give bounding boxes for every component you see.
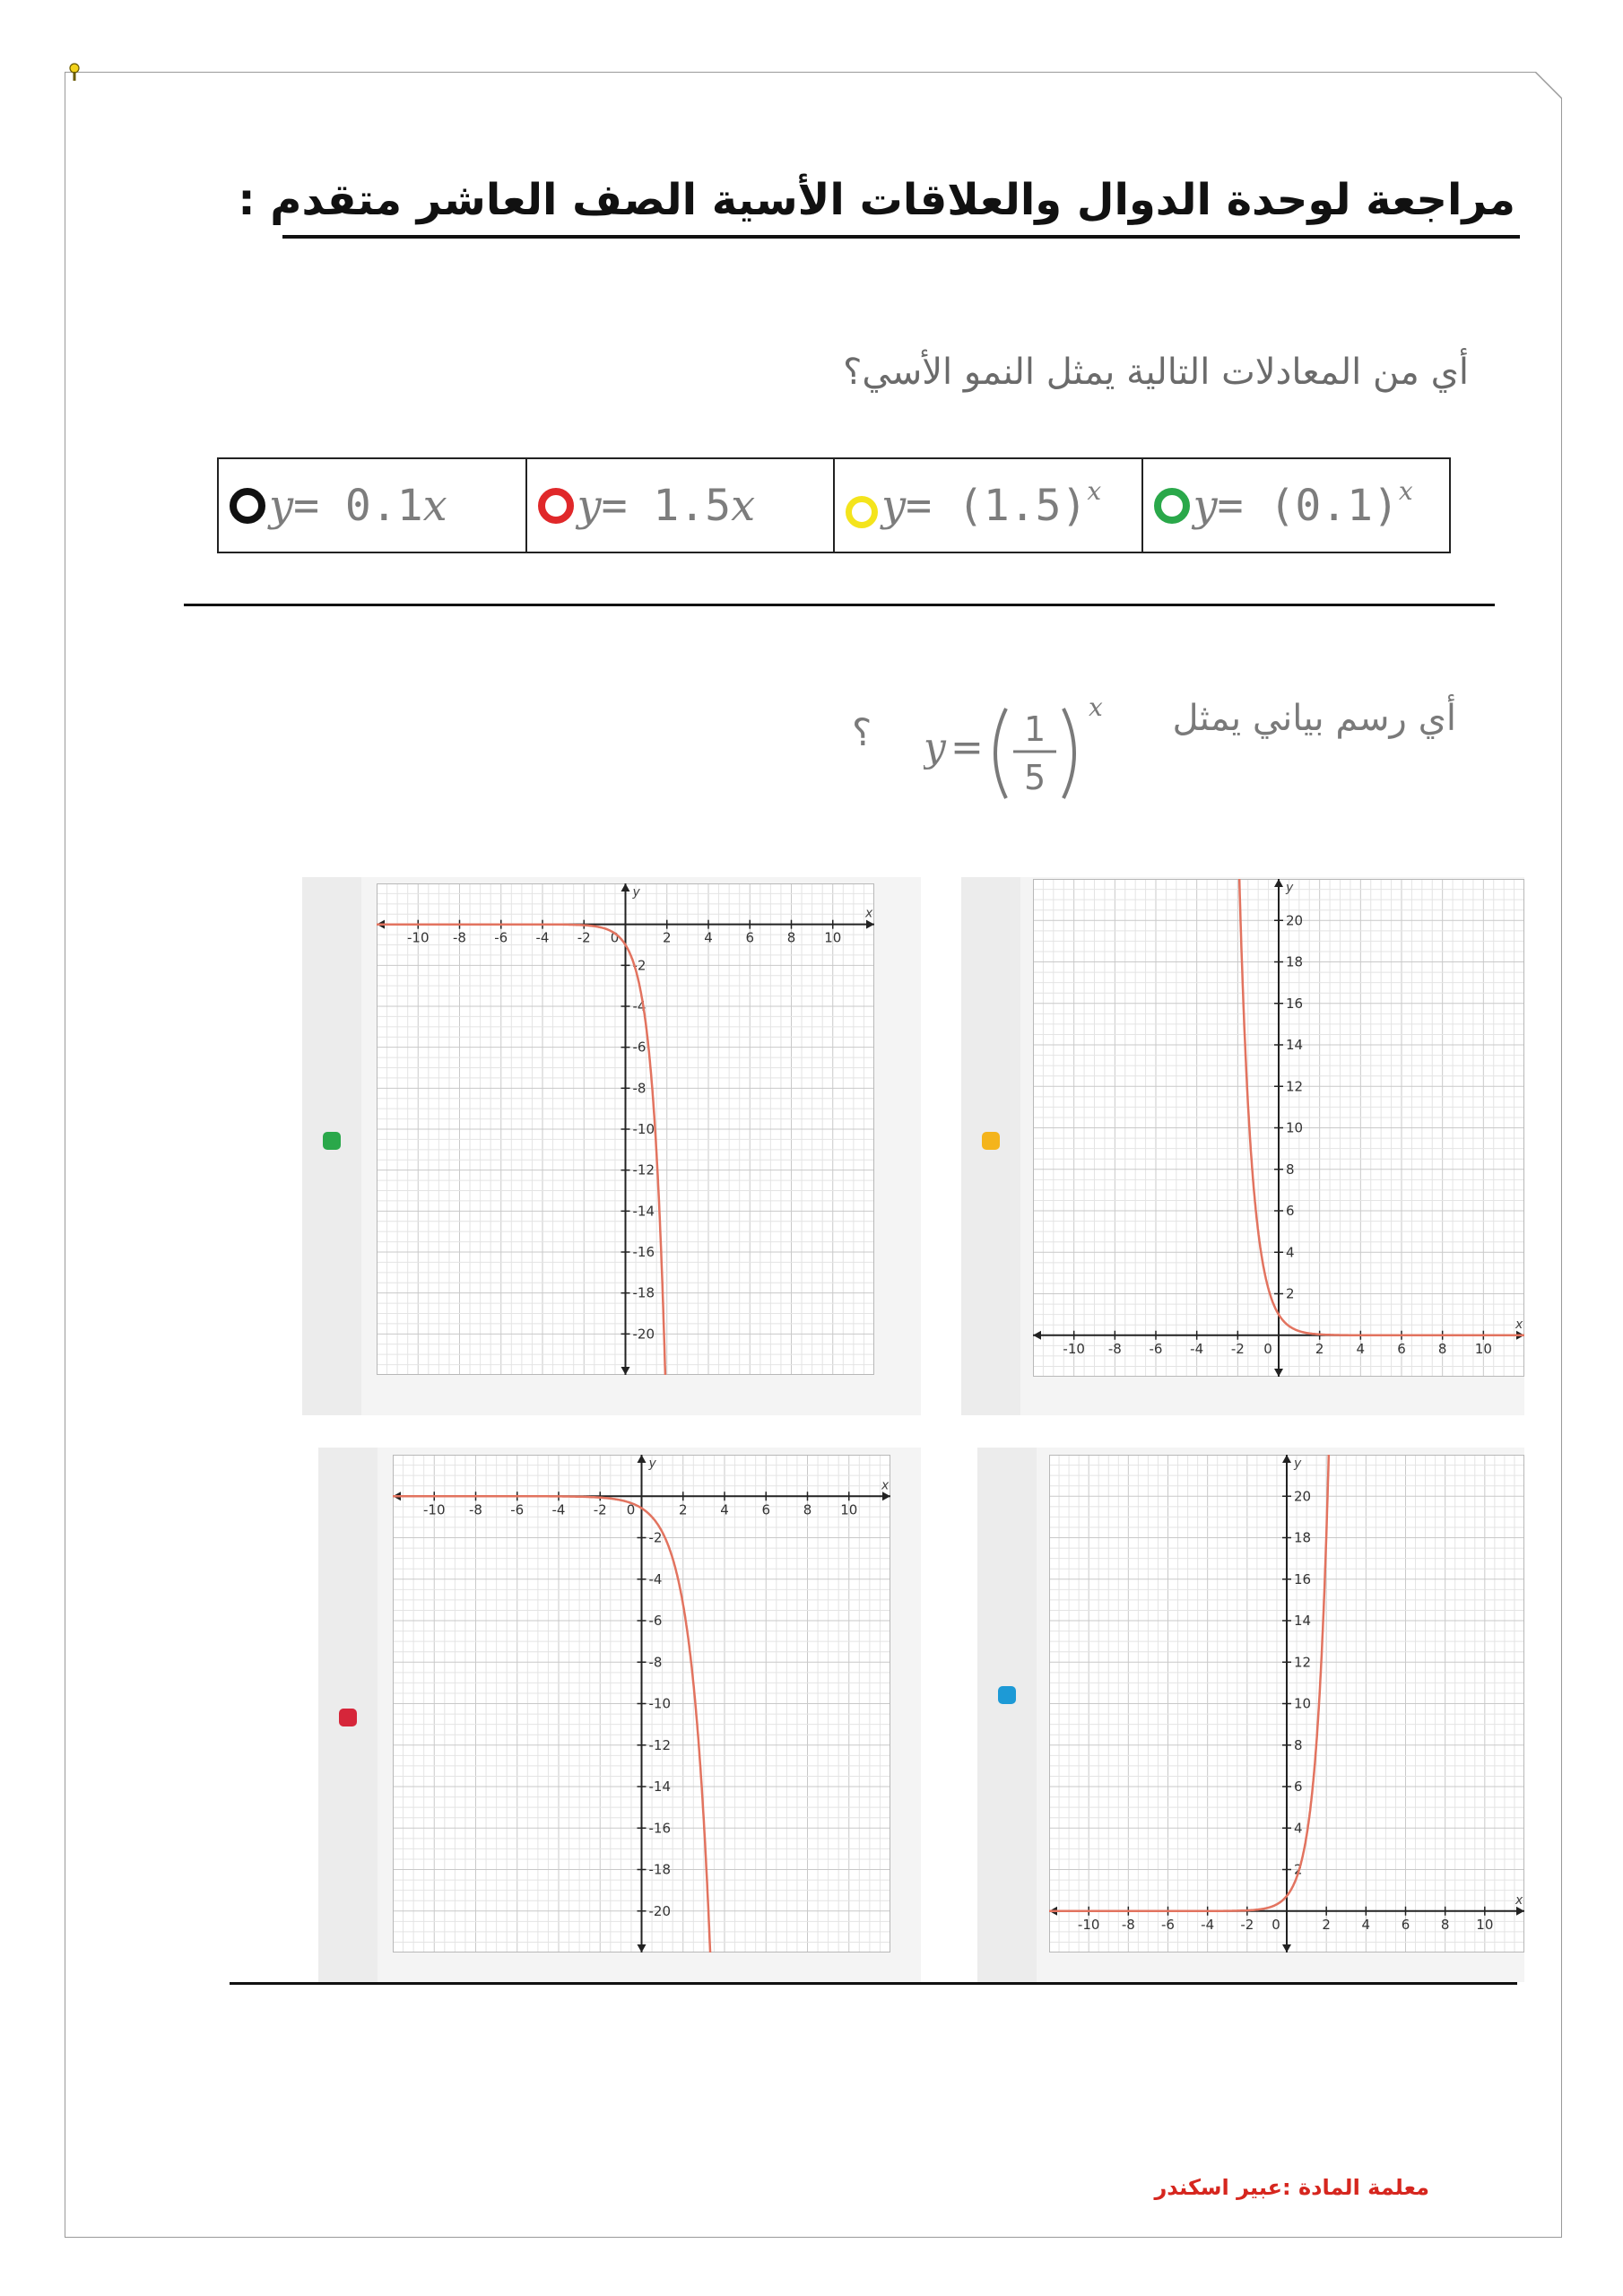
x-tick-label: 10 <box>840 1501 858 1518</box>
y-tick-label: 16 <box>1294 1570 1312 1587</box>
x-tick-label: 0 <box>1263 1340 1272 1357</box>
x-tick-label: 2 <box>1322 1916 1331 1933</box>
y-axis-label: y <box>1286 881 1294 895</box>
y-tick-label: -20 <box>648 1902 671 1919</box>
y-tick-label: -4 <box>648 1570 663 1587</box>
equation: $y= (0.1)^x$ <box>1193 475 1413 531</box>
choice-yellow[interactable] <box>835 459 1143 552</box>
x-axis-label: x <box>881 1478 890 1493</box>
x-tick-label: 6 <box>1397 1340 1406 1357</box>
y-tick-label: -14 <box>632 1203 655 1220</box>
left-paren <box>995 709 1006 798</box>
x-tick-label: -8 <box>453 929 466 946</box>
y-tick-label: -6 <box>632 1039 647 1056</box>
formula-lhs: y <box>924 725 946 770</box>
green-option-dot[interactable] <box>323 1132 341 1150</box>
x-tick-label: -2 <box>593 1501 607 1518</box>
y-tick-label: -18 <box>632 1284 655 1301</box>
y-tick-label: 8 <box>1286 1161 1295 1178</box>
x-tick-label: 4 <box>1356 1340 1366 1357</box>
y-tick-label: 20 <box>1294 1488 1312 1505</box>
x-axis-label: x <box>1515 1317 1523 1332</box>
graph-bottom-right <box>1049 1455 1524 1952</box>
x-tick-label: 8 <box>803 1501 812 1518</box>
y-tick-label: 18 <box>1294 1529 1312 1546</box>
question-2-text: أي رسم بياني يمثل <box>1172 698 1456 739</box>
red-option-dot[interactable] <box>339 1709 357 1726</box>
y-tick-label: -16 <box>632 1244 655 1260</box>
x-tick-label: 4 <box>704 929 713 946</box>
y-tick-label: 18 <box>1286 953 1304 970</box>
equation: $y= (1.5)^x$ <box>881 475 1102 531</box>
x-axis-label: x <box>1515 1892 1523 1908</box>
graph-bottom-left <box>393 1455 890 1952</box>
x-tick-label: -4 <box>535 929 550 946</box>
y-tick-label: -8 <box>648 1654 663 1671</box>
y-tick-label: 2 <box>1294 1861 1303 1878</box>
y-axis-label: y <box>632 885 640 900</box>
x-tick-label: 8 <box>1437 1340 1447 1357</box>
graph-top-right <box>1033 879 1524 1377</box>
y-tick-label: 10 <box>1294 1695 1312 1712</box>
x-tick-label: 8 <box>1440 1916 1450 1933</box>
page-fold-icon <box>1535 72 1562 99</box>
x-tick-label: -2 <box>1230 1340 1245 1357</box>
axis-arrow-icon <box>1033 1331 1041 1340</box>
equation: y= 0.1x <box>269 480 447 531</box>
formula-exponent: x <box>1089 692 1103 722</box>
axis-arrow-icon <box>1516 1907 1524 1916</box>
y-tick-label: -12 <box>648 1736 671 1753</box>
right-paren <box>1063 709 1074 798</box>
choice-green[interactable] <box>1143 459 1450 552</box>
y-tick-label: 8 <box>1294 1736 1303 1753</box>
black-ring-icon <box>230 488 265 524</box>
axis-arrow-icon <box>1282 1944 1291 1952</box>
y-tick-label: -12 <box>632 1161 655 1178</box>
x-tick-label: 4 <box>1361 1916 1371 1933</box>
x-tick-label: 2 <box>678 1501 688 1518</box>
axis-arrow-icon <box>638 1455 647 1463</box>
y-tick-label: -8 <box>632 1080 647 1097</box>
x-tick-label: 10 <box>1476 1916 1494 1933</box>
y-tick-label: -4 <box>632 998 647 1014</box>
x-tick-label: 4 <box>720 1501 729 1518</box>
answer-choices-table <box>217 457 1451 553</box>
formula-numerator: 1 <box>1024 709 1046 749</box>
x-tick-label: 2 <box>662 929 672 946</box>
y-tick-label: 10 <box>1286 1119 1304 1136</box>
y-tick-label: -6 <box>648 1613 663 1629</box>
x-tick-label: -2 <box>1240 1916 1254 1933</box>
y-tick-label: 2 <box>1286 1285 1295 1302</box>
x-tick-label: 10 <box>824 929 842 946</box>
y-tick-label: -14 <box>648 1779 671 1795</box>
x-tick-label: -4 <box>551 1501 566 1518</box>
y-tick-label: 12 <box>1286 1078 1304 1095</box>
axis-arrow-icon <box>882 1492 890 1500</box>
axis-arrow-icon <box>1282 1455 1291 1463</box>
y-tick-label: -10 <box>648 1695 671 1712</box>
y-tick-label: 4 <box>1286 1244 1295 1261</box>
y-tick-label: -10 <box>632 1121 655 1137</box>
x-tick-label: 6 <box>745 929 755 946</box>
x-tick-label: 0 <box>1271 1916 1280 1933</box>
x-tick-label: -6 <box>494 929 508 946</box>
yellow-option-dot[interactable] <box>982 1132 1000 1150</box>
x-tick-label: -8 <box>1107 1340 1122 1357</box>
x-tick-label: -4 <box>1201 1916 1215 1933</box>
graph-top-left <box>377 883 874 1375</box>
question-mark: ؟ <box>852 710 872 754</box>
formula-y-equals-one-fifth-power-x <box>924 689 1139 814</box>
page-title: مراجعة لوحدة الدوال والعلاقات الأسية الصف العاشر متقدم : <box>238 175 1515 225</box>
axis-arrow-icon <box>621 883 630 891</box>
x-tick-label: -6 <box>1149 1340 1163 1357</box>
y-tick-label: 4 <box>1294 1820 1303 1837</box>
yellow-ring-icon <box>846 496 878 528</box>
x-tick-label: -6 <box>1161 1916 1175 1933</box>
x-tick-label: -10 <box>407 929 430 946</box>
formula-equals: = <box>950 725 984 770</box>
choice-black[interactable] <box>219 459 527 552</box>
x-tick-label: -4 <box>1190 1340 1204 1357</box>
x-tick-label: 2 <box>1315 1340 1324 1357</box>
choice-red[interactable] <box>527 459 836 552</box>
y-tick-label: -2 <box>648 1529 663 1546</box>
y-tick-label: 16 <box>1286 995 1304 1012</box>
axis-arrow-icon <box>1274 1369 1283 1377</box>
y-tick-label: 14 <box>1286 1037 1304 1053</box>
y-tick-label: -18 <box>648 1861 671 1878</box>
green-ring-icon <box>1154 488 1190 524</box>
axis-arrow-icon <box>621 1367 630 1375</box>
section-divider <box>184 604 1495 606</box>
pin-icon <box>68 63 81 83</box>
question-1-text: أي من المعادلات التالية يمثل النمو الأسي؟ <box>843 352 1469 393</box>
y-tick-label: -20 <box>632 1326 655 1343</box>
x-axis-label: x <box>865 906 873 921</box>
x-tick-label: 6 <box>761 1501 771 1518</box>
x-tick-label: 0 <box>626 1501 636 1518</box>
y-axis-label: y <box>1294 1457 1302 1471</box>
x-tick-label: 6 <box>1401 1916 1410 1933</box>
axis-arrow-icon <box>866 920 874 929</box>
x-tick-label: -2 <box>577 929 591 946</box>
axis-arrow-icon <box>1274 879 1283 887</box>
x-tick-label: -10 <box>1077 1916 1100 1933</box>
x-tick-label: -8 <box>1121 1916 1135 1933</box>
equation: y= 1.5x <box>577 480 756 531</box>
x-tick-label: 0 <box>610 929 620 946</box>
y-tick-label: 6 <box>1294 1779 1303 1795</box>
y-axis-label: y <box>648 1457 656 1471</box>
y-tick-label: 12 <box>1294 1654 1312 1671</box>
x-tick-label: -8 <box>469 1501 482 1518</box>
title-underline <box>282 235 1520 239</box>
x-tick-label: -10 <box>423 1501 446 1518</box>
y-tick-label: -16 <box>648 1820 671 1837</box>
axis-arrow-icon <box>638 1944 647 1952</box>
x-tick-label: -6 <box>510 1501 525 1518</box>
y-tick-label: 20 <box>1286 912 1304 929</box>
x-tick-label: 8 <box>786 929 796 946</box>
blue-option-dot[interactable] <box>998 1686 1016 1704</box>
red-ring-icon <box>538 488 574 524</box>
y-tick-label: 14 <box>1294 1613 1312 1629</box>
teacher-name: معلمة المادة :عبير اسكندر <box>1154 2175 1429 2200</box>
y-tick-label: 6 <box>1286 1203 1295 1219</box>
y-tick-label: -2 <box>632 957 647 974</box>
formula-denominator: 5 <box>1024 758 1046 797</box>
bottom-divider <box>230 1982 1517 1985</box>
x-tick-label: 10 <box>1474 1340 1492 1357</box>
x-tick-label: -10 <box>1063 1340 1085 1357</box>
